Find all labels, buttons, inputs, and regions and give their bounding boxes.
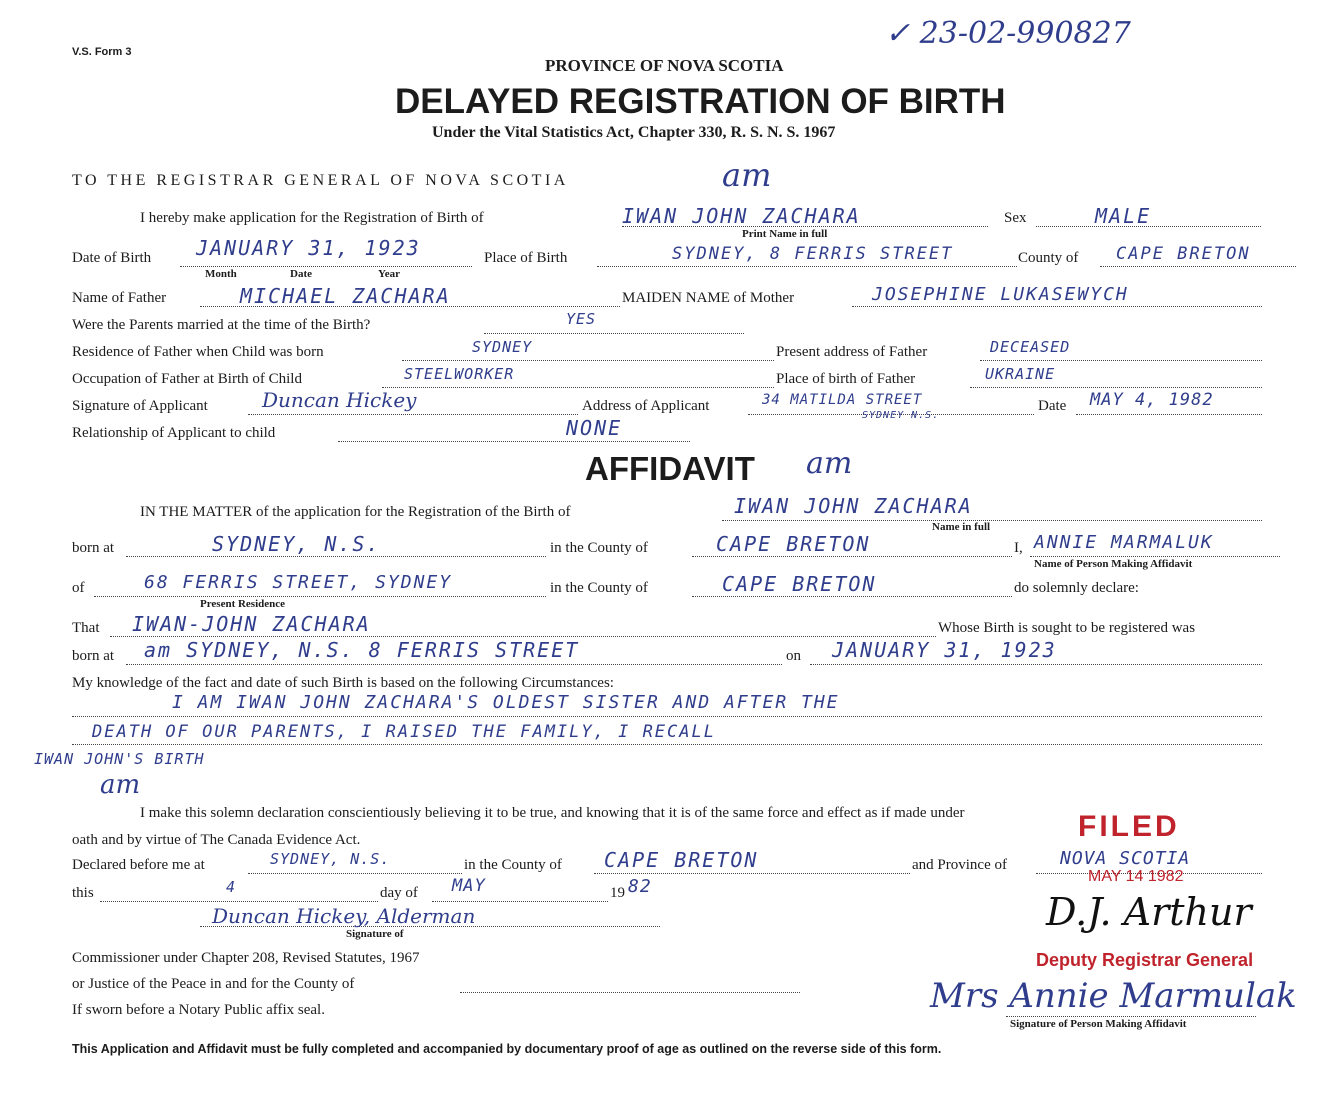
day-value: 4 bbox=[226, 878, 237, 896]
declaration-line-1: I make this solemn declaration conscientiously believing it to be true, and knowing that it is of the same force and effect as if made under bbox=[140, 805, 965, 821]
of-label: of bbox=[72, 580, 85, 596]
circumstance-line-3: IWAN JOHN'S BIRTH bbox=[34, 750, 205, 768]
on-label: on bbox=[786, 648, 801, 664]
month-value: MAY bbox=[452, 876, 486, 896]
residence-hint: Present Residence bbox=[200, 598, 286, 610]
affidavit-name-hint: Name in full bbox=[932, 521, 991, 533]
declaration-line-2: oath and by virtue of The Canada Evidence Act. bbox=[72, 832, 361, 848]
filed-date: MAY 14 1982 bbox=[1088, 868, 1184, 885]
affiant-signature-hint: Signature of Person Making Affidavit bbox=[1010, 1018, 1187, 1030]
i-label: I, bbox=[1014, 540, 1023, 556]
day-of-label: day of bbox=[380, 885, 418, 901]
filed-stamp: FILED bbox=[1078, 810, 1180, 843]
affidavit-initials: am bbox=[806, 446, 853, 481]
affidavit-child-name: IWAN JOHN ZACHARA bbox=[734, 494, 973, 518]
father-present: DECEASED bbox=[990, 338, 1071, 356]
declared-county: CAPE BRETON bbox=[604, 848, 759, 872]
born-at-value-2: am SYDNEY, N.S. 8 FERRIS STREET bbox=[144, 638, 580, 662]
affidavit-county-label: in the County of bbox=[550, 540, 648, 556]
father-birthplace-label: Place of birth of Father bbox=[776, 371, 916, 387]
month-hint: Month bbox=[205, 268, 237, 280]
page-title: DELAYED REGISTRATION OF BIRTH bbox=[395, 82, 1006, 121]
born-on-value: JANUARY 31, 1923 bbox=[832, 638, 1057, 662]
registrar-signature: D.J. Arthur bbox=[1046, 890, 1252, 934]
knowledge-label: My knowledge of the fact and date of such Birth is based on the following Circumstances: bbox=[72, 675, 614, 691]
declared-label: Declared before me at bbox=[72, 857, 205, 873]
affidavit-county: CAPE BRETON bbox=[716, 532, 871, 556]
occupation-label: Occupation of Father at Birth of Child bbox=[72, 371, 302, 387]
circumstance-line-2: DEATH OF OUR PARENTS, I RAISED THE FAMILY, I RECALL bbox=[92, 722, 716, 742]
relationship-value: NONE bbox=[566, 416, 623, 440]
affiant-name-hint: Name of Person Making Affidavit bbox=[1034, 558, 1193, 570]
married-label: Were the Parents married at the time of the Birth? bbox=[72, 317, 371, 333]
registrar-title: Deputy Registrar General bbox=[1036, 950, 1254, 970]
father-birthplace: UKRAINE bbox=[985, 365, 1056, 383]
father-residence: SYDNEY bbox=[472, 338, 533, 356]
affiant-residence: 68 FERRIS STREET, SYDNEY bbox=[144, 572, 453, 593]
father-name: MICHAEL ZACHARA bbox=[240, 284, 451, 308]
born-at-label: born at bbox=[72, 540, 115, 556]
occupation-value: STEELWORKER bbox=[404, 365, 515, 383]
commissioner-line: Commissioner under Chapter 208, Revised Statutes, 1967 bbox=[72, 950, 420, 966]
mother-label: MAIDEN NAME of Mother bbox=[622, 290, 795, 306]
page-subtitle: Under the Vital Statistics Act, Chapter 330, R. S. N. S. 1967 bbox=[432, 124, 836, 141]
place-value: SYDNEY, 8 FERRIS STREET bbox=[672, 244, 954, 264]
born-at-value: SYDNEY, N.S. bbox=[212, 532, 381, 556]
affidavit-county-label-2: in the County of bbox=[550, 580, 648, 596]
dob-value: JANUARY 31, 1923 bbox=[196, 236, 421, 260]
child-name-hint: Print Name in full bbox=[742, 228, 828, 240]
province-heading: PROVINCE OF NOVA SCOTIA bbox=[545, 56, 784, 75]
sex-label: Sex bbox=[1004, 210, 1027, 226]
declare-label: do solemnly declare: bbox=[1014, 580, 1139, 596]
application-date: MAY 4, 1982 bbox=[1090, 390, 1214, 410]
applicant-address-city: SYDNEY N.S. bbox=[862, 410, 940, 421]
relationship-label: Relationship of Applicant to child bbox=[72, 425, 276, 441]
county-value: CAPE BRETON bbox=[1116, 244, 1251, 264]
applicant-sig-label: Signature of Applicant bbox=[72, 398, 208, 414]
applicant-address: 34 MATILDA STREET bbox=[762, 392, 923, 408]
date-hint: Date bbox=[290, 268, 312, 280]
applicant-signature: Duncan Hickey bbox=[262, 388, 417, 412]
dob-label: Date of Birth bbox=[72, 250, 152, 266]
county-label: County of bbox=[1018, 250, 1079, 266]
signature-hint: Signature of bbox=[346, 928, 404, 940]
addressee: TO THE REGISTRAR GENERAL OF NOVA SCOTIA bbox=[72, 172, 569, 189]
form-number: V.S. Form 3 bbox=[72, 46, 132, 58]
addressee-initials: am bbox=[722, 156, 772, 194]
circumstance-line-1: I AM IWAN JOHN ZACHARA'S OLDEST SISTER AND AFTER THE bbox=[172, 692, 840, 713]
child-name: IWAN JOHN ZACHARA bbox=[622, 204, 861, 228]
applicant-addr-label: Address of Applicant bbox=[582, 398, 710, 414]
married-value: YES bbox=[566, 310, 597, 328]
circumstance-initials: am bbox=[100, 770, 141, 800]
application-intro: I hereby make application for the Registration of Birth of bbox=[140, 210, 484, 226]
declared-county-label: in the County of bbox=[464, 857, 562, 873]
notary-line: If sworn before a Notary Public affix seal. bbox=[72, 1002, 325, 1018]
province-value: NOVA SCOTIA bbox=[1060, 848, 1191, 869]
born-at-label-2: born at bbox=[72, 648, 115, 664]
whose-label: Whose Birth is sought to be registered was bbox=[938, 620, 1196, 636]
father-label: Name of Father bbox=[72, 290, 167, 306]
father-residence-label: Residence of Father when Child was born bbox=[72, 344, 324, 360]
that-label: That bbox=[72, 620, 100, 636]
justice-line: or Justice of the Peace in and for the County of bbox=[72, 976, 355, 992]
affiant-name: ANNIE MARMALUK bbox=[1034, 532, 1214, 553]
province-label: and Province of bbox=[912, 857, 1007, 873]
date-label: Date bbox=[1038, 398, 1067, 414]
this-label: this bbox=[72, 885, 94, 901]
year-hint: Year bbox=[378, 268, 400, 280]
declared-at: SYDNEY, N.S. bbox=[270, 850, 391, 868]
commissioner-signature: Duncan Hickey, Alderman bbox=[212, 904, 476, 928]
file-number: ✓ 23-02-990827 bbox=[885, 16, 1131, 51]
year-prefix: 19 bbox=[610, 885, 625, 901]
that-name: IWAN-JOHN ZACHARA bbox=[132, 612, 371, 636]
affidavit-heading: AFFIDAVIT bbox=[585, 450, 755, 487]
sex-value: MALE bbox=[1095, 204, 1152, 228]
father-present-label: Present address of Father bbox=[776, 344, 928, 360]
mother-name: JOSEPHINE LUKASEWYCH bbox=[872, 284, 1129, 305]
year-value: 82 bbox=[628, 876, 652, 897]
place-label: Place of Birth bbox=[484, 250, 568, 266]
affidavit-county-2: CAPE BRETON bbox=[722, 572, 877, 596]
footer-note: This Application and Affidavit must be fully completed and accompanied by documentary proof of age as outlined on the reverse side of this form. bbox=[72, 1042, 942, 1056]
affidavit-intro: IN THE MATTER of the application for the Registration of the Birth of bbox=[140, 504, 571, 520]
affiant-signature: Mrs Annie Marmulak bbox=[930, 976, 1297, 1016]
